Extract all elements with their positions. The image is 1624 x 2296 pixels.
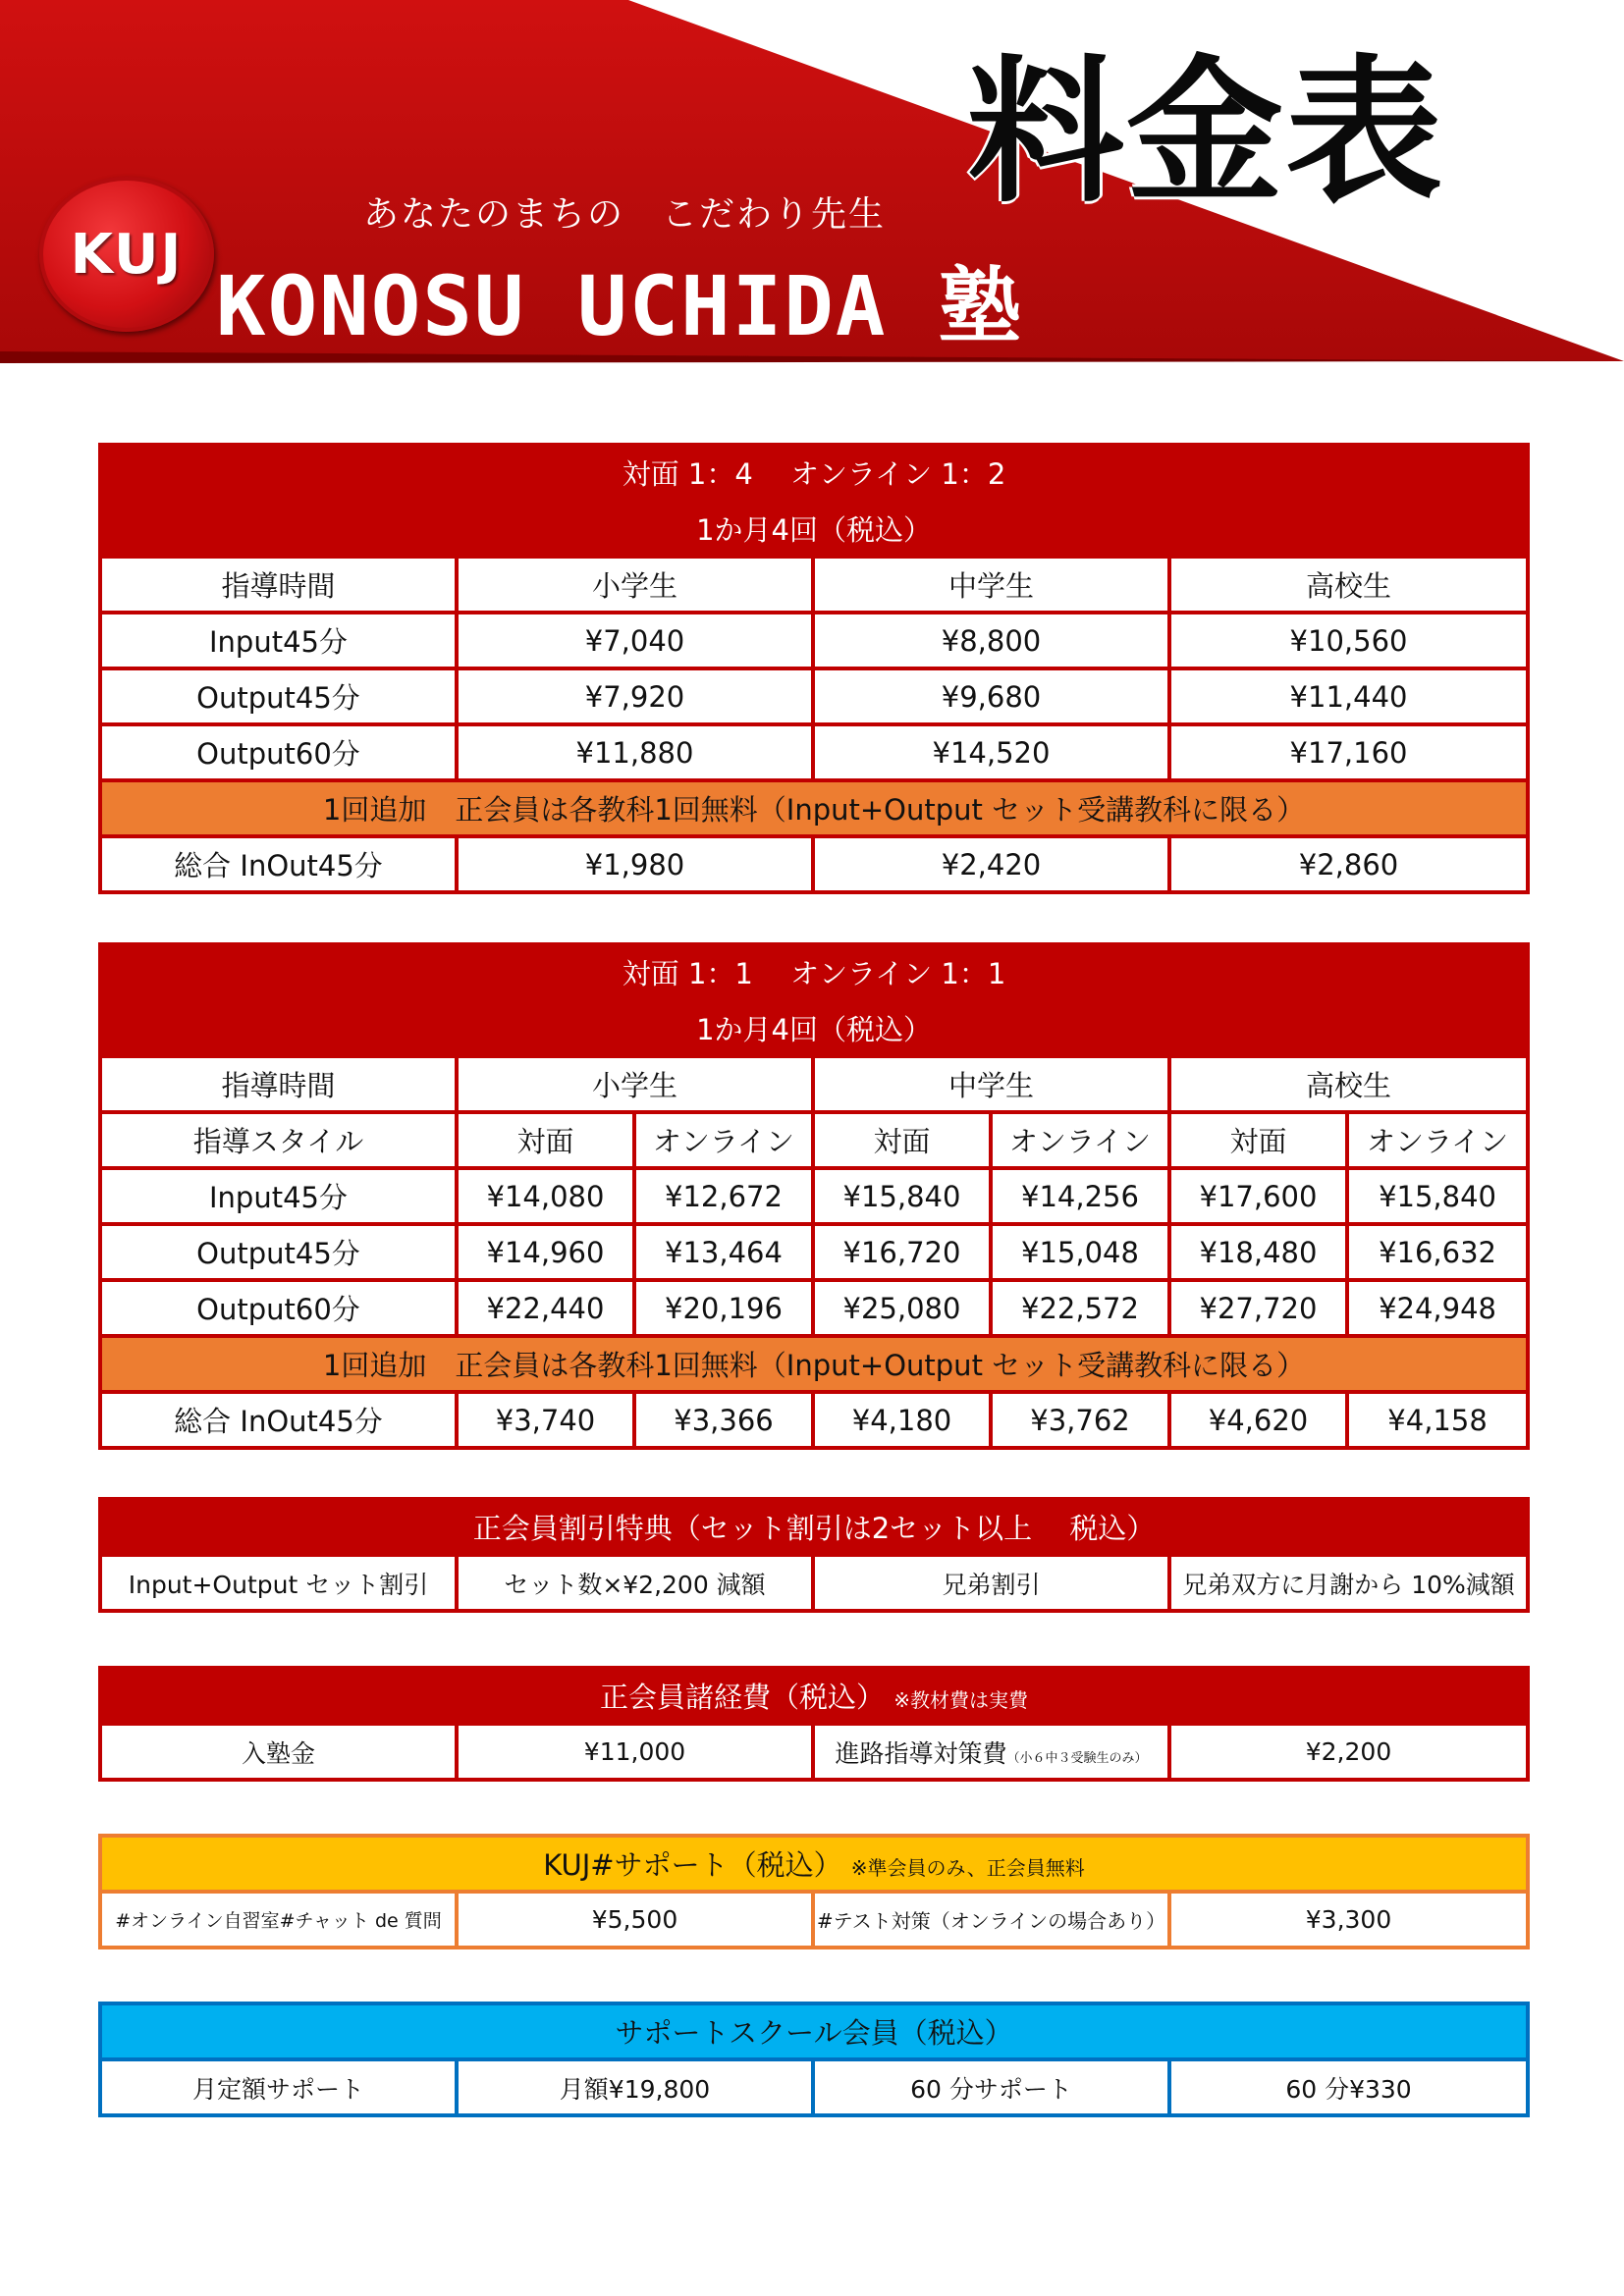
table-cell: 総合 InOut45分: [100, 836, 457, 892]
table-row: [100, 1724, 1528, 1780]
table-row: [100, 668, 1528, 724]
table-title: 対面 1：1 オンライン 1：1: [100, 944, 1528, 1000]
table-cell: 月額¥19,800: [457, 2059, 813, 2115]
header-cell: オンライン: [634, 1112, 813, 1168]
fees-item-note: （小６中３受験生のみ）: [1006, 1750, 1148, 1766]
header-cell: 高校生: [1169, 1056, 1528, 1112]
table-cell: ¥17,600: [1169, 1168, 1347, 1224]
table-row: [100, 724, 1528, 780]
support-table: [98, 1834, 1530, 1949]
header-cell: 小学生: [457, 557, 813, 613]
table-cell: ¥4,180: [813, 1392, 991, 1448]
table-cell: ¥9,680: [813, 668, 1169, 724]
table-cell: ¥12,672: [634, 1168, 813, 1224]
header-cell: 小学生: [457, 1056, 813, 1112]
table-cell: セット数×¥2,200 減額: [457, 1555, 813, 1611]
header-cell: 指導スタイル: [100, 1112, 457, 1168]
table-cell: ¥4,158: [1347, 1392, 1528, 1448]
table-cell: ¥14,256: [991, 1168, 1169, 1224]
fees-table: [98, 1666, 1530, 1782]
table-title: [100, 1668, 1528, 1724]
table-cell: ¥1,980: [457, 836, 813, 892]
price-table-group: [98, 443, 1530, 894]
table-cell: ¥14,520: [813, 724, 1169, 780]
table-note: 1回追加 正会員は各教科1回無料（Input+Output セット受講教科に限る）: [100, 780, 1528, 836]
table-row: [100, 1392, 1528, 1448]
table-cell: ¥20,196: [634, 1280, 813, 1336]
table-subtitle: 1か月4回（税込）: [100, 1000, 1528, 1056]
table-cell: 兄弟割引: [813, 1555, 1169, 1611]
table-cell: ¥3,366: [634, 1392, 813, 1448]
table-cell: Input45分: [100, 613, 457, 668]
fees-title-note: ※教材費は実費: [893, 1688, 1028, 1712]
fees-item-label: 進路指導対策費: [835, 1738, 1007, 1768]
table-cell: ¥27,720: [1169, 1280, 1347, 1336]
table-cell: Output60分: [100, 1280, 457, 1336]
table-cell: Output45分: [100, 1224, 457, 1280]
table-cell: #テスト対策（オンラインの場合あり）: [813, 1892, 1169, 1948]
table-cell: ¥16,720: [813, 1224, 991, 1280]
table-cell: ¥15,048: [991, 1224, 1169, 1280]
table-cell: ¥2,860: [1169, 836, 1528, 892]
price-table-individual: [98, 942, 1530, 1450]
table-row: [100, 613, 1528, 668]
table-cell: 60 分サポート: [813, 2059, 1169, 2115]
table-row: [100, 1555, 1528, 1611]
style-row: [100, 1112, 1528, 1168]
table-cell: ¥5,500: [457, 1892, 813, 1948]
table-cell: ¥10,560: [1169, 613, 1528, 668]
table-subtitle: 1か月4回（税込）: [100, 501, 1528, 557]
table-cell: ¥11,440: [1169, 668, 1528, 724]
table-cell: ¥18,480: [1169, 1224, 1347, 1280]
table-cell: Output60分: [100, 724, 457, 780]
table-cell: 月定額サポート: [100, 2059, 457, 2115]
header-cell: 指導時間: [100, 1056, 457, 1112]
table-title: [100, 1836, 1528, 1892]
header-cell: 中学生: [813, 557, 1169, 613]
table-cell: ¥15,840: [813, 1168, 991, 1224]
table-cell: Output45分: [100, 668, 457, 724]
table-cell: ¥11,880: [457, 724, 813, 780]
tagline: あなたのまちの こだわり先生: [363, 194, 887, 235]
table-cell: ¥3,740: [457, 1392, 634, 1448]
table-cell: Input45分: [100, 1168, 457, 1224]
fees-title: 正会員諸経費（税込）: [600, 1681, 886, 1714]
header-cell: 対面: [1169, 1112, 1347, 1168]
page-title: 料金表: [967, 40, 1445, 224]
table-cell: ¥14,960: [457, 1224, 634, 1280]
table-note: 1回追加 正会員は各教科1回無料（Input+Output セット受講教科に限る）: [100, 1336, 1528, 1392]
logo-text: KUJ: [70, 222, 184, 287]
table-cell: ¥13,464: [634, 1224, 813, 1280]
header-cell: 中学生: [813, 1056, 1169, 1112]
table-cell: ¥24,948: [1347, 1280, 1528, 1336]
header-cell: 高校生: [1169, 557, 1528, 613]
header-cell: オンライン: [991, 1112, 1169, 1168]
table-cell: ¥22,572: [991, 1280, 1169, 1336]
table-title: 対面 1：4 オンライン 1：2: [100, 445, 1528, 501]
table-header-row: [100, 557, 1528, 613]
table-cell: ¥7,040: [457, 613, 813, 668]
header-cell: 対面: [813, 1112, 991, 1168]
table-cell: ¥15,840: [1347, 1168, 1528, 1224]
table-cell: #オンライン自習室#チャット de 質問: [100, 1892, 457, 1948]
table-title: サポートスクール会員（税込）: [100, 2003, 1528, 2059]
table-cell: ¥3,762: [991, 1392, 1169, 1448]
table-cell: ¥3,300: [1169, 1892, 1528, 1948]
kuj-logo: [39, 177, 214, 332]
header-cell: オンライン: [1347, 1112, 1528, 1168]
table-cell: ¥4,620: [1169, 1392, 1347, 1448]
table-title: 正会員割引特典（セット割引は2セット以上 税込）: [100, 1499, 1528, 1555]
table-cell: ¥14,080: [457, 1168, 634, 1224]
table-header-row: [100, 1056, 1528, 1112]
table-row: [100, 1280, 1528, 1336]
discount-table: [98, 1497, 1530, 1613]
table-row: [100, 2059, 1528, 2115]
table-row: [100, 1224, 1528, 1280]
table-cell: 60 分¥330: [1169, 2059, 1528, 2115]
table-cell: 総合 InOut45分: [100, 1392, 457, 1448]
table-cell: ¥17,160: [1169, 724, 1528, 780]
table-cell: ¥16,632: [1347, 1224, 1528, 1280]
school-name: KONOSU UCHIDA 塾: [216, 258, 1024, 354]
table-cell: Input+Output セット割引: [100, 1555, 457, 1611]
table-cell: [813, 1724, 1169, 1780]
table-cell: ¥25,080: [813, 1280, 991, 1336]
table-cell: 入塾金: [100, 1724, 457, 1780]
support-title-note: ※準会員のみ、正会員無料: [850, 1856, 1085, 1880]
table-cell: ¥2,420: [813, 836, 1169, 892]
table-cell: ¥2,200: [1169, 1724, 1528, 1780]
header-cell: 対面: [457, 1112, 634, 1168]
table-cell: ¥7,920: [457, 668, 813, 724]
support-title: KUJ#サポート（税込）: [543, 1848, 842, 1882]
table-row: [100, 1892, 1528, 1948]
support-school-table: [98, 2002, 1530, 2117]
header-cell: 指導時間: [100, 557, 457, 613]
table-cell: ¥11,000: [457, 1724, 813, 1780]
table-cell: ¥8,800: [813, 613, 1169, 668]
table-cell: ¥22,440: [457, 1280, 634, 1336]
table-row: [100, 1168, 1528, 1224]
table-cell: 兄弟双方に月謝から 10%減額: [1169, 1555, 1528, 1611]
table-row: [100, 836, 1528, 892]
